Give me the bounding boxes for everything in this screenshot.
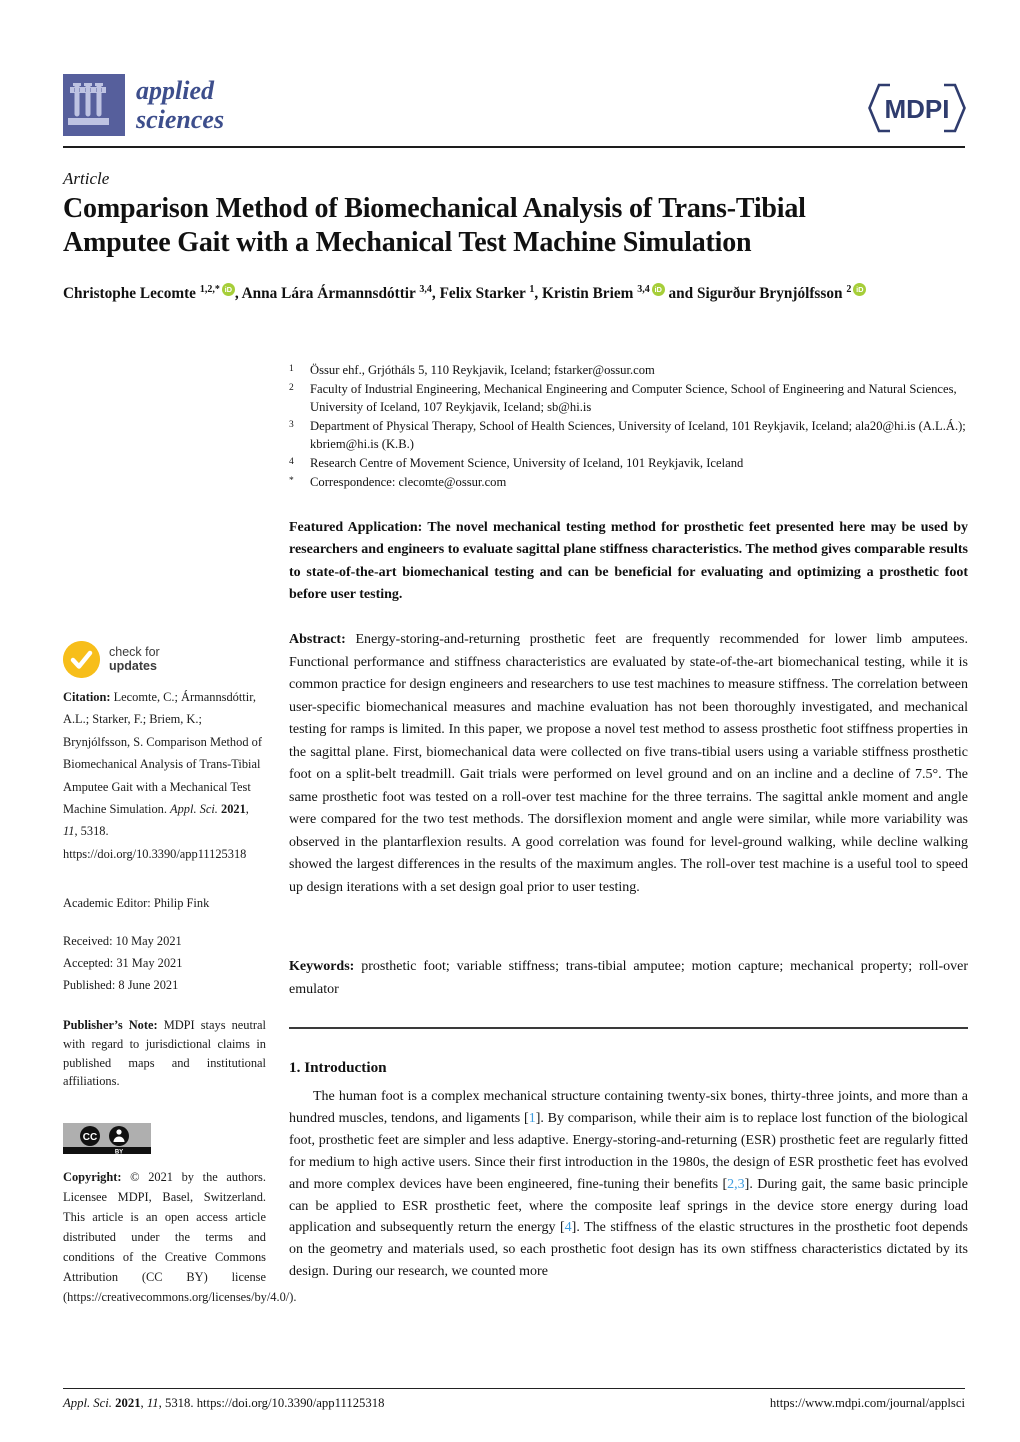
journal-name-line2: sciences	[136, 105, 225, 134]
affiliation-list	[289, 361, 968, 491]
reference-link[interactable]: 4	[564, 1220, 572, 1236]
mdpi-logo	[866, 80, 968, 136]
featured-application-label: Featured Application:	[289, 520, 423, 535]
abstract-label: Abstract:	[289, 632, 346, 647]
footer-doi-link[interactable]: , 5318. https://doi.org/10.3390/app11125318	[158, 1396, 385, 1410]
affiliation-item-correspondence: * Correspondence: clecomte@ossur.com	[289, 474, 507, 489]
journal-name-line1: applied	[136, 76, 214, 105]
citation-label: Citation:	[63, 690, 111, 704]
affiliation-item: 4 Research Centre of Movement Science, University of Iceland, 101 Reykjavik, Iceland	[289, 455, 744, 470]
page-footer	[63, 1396, 965, 1411]
applied-sciences-logo	[63, 74, 224, 136]
received-date: Received: 10 May 2021	[63, 934, 182, 948]
copyright-label: Copyright:	[63, 1170, 122, 1184]
author: Anna Lára Ármannsdóttir $^{3,4}$,	[241, 283, 440, 302]
author: Kristin Briem $^{3,4}$ iD and	[542, 283, 697, 302]
featured-application: Featured Application: The novel mechanical testing method for prosthetic feet presented here may be used by researchers and engineers to evaluate sagittal plane stiffness characteristics. The method gives comparable results to state-of-the-art biomechanical testing and can be beneficial for evaluating and optimizing a prosthetic foot before user testing.	[289, 520, 969, 603]
reference-link[interactable]: 1	[528, 1110, 536, 1126]
copyright-block: Copyright: © 2021 by the authors. Licensee MDPI, Basel, Switzerland. This article is an open access article distributed under the terms and conditions of the Creative Commons Attribution (CC BY) license (https://creativecommons.org/licenses/by/4.0/).	[63, 1170, 297, 1304]
affiliation-item: 1 Össur ehf., Grjótháls 5, 110 Reykjavik, Iceland; fstarker@ossur.com	[289, 363, 655, 377]
journal-name	[136, 74, 224, 134]
accepted-date: Accepted: 31 May 2021	[63, 956, 183, 971]
academic-editor: Academic Editor: Philip Fink	[63, 896, 210, 910]
author-list	[63, 281, 967, 306]
author: Sigurður Brynjólfsson $^2$ iD	[697, 285, 866, 302]
check-icon	[63, 641, 100, 678]
check-for-updates-badge[interactable]	[63, 641, 160, 678]
footer-journal-url[interactable]: https://www.mdpi.com/journal/applsci	[769, 1396, 965, 1410]
applied-sciences-logo-icon	[63, 74, 125, 136]
footer-citation: Appl. Sci. 2021, 11, 5318. https://doi.org/10.3390/app11125318	[63, 1396, 385, 1410]
author: Christophe Lecomte $^{1,2,*}$ iD ,	[63, 283, 242, 302]
cc-by-license-badge[interactable]	[63, 1123, 151, 1154]
orcid-icon[interactable]: iD	[652, 283, 665, 296]
citation-doi-link[interactable]: , 5318. https://doi.org/10.3390/app11125318	[63, 824, 247, 861]
keywords: Keywords: prosthetic foot; variable stiffness; trans-tibial amputee; motion capture; mechanical property; roll-over emulator	[289, 959, 969, 997]
mdpi-logo-text: MDPI	[884, 94, 950, 124]
article-dates	[63, 930, 266, 997]
by-label: BY	[114, 1149, 124, 1154]
orcid-icon[interactable]: iD	[853, 283, 866, 296]
footer-rule	[63, 1388, 965, 1389]
abstract: Abstract: Energy-storing-and-returning prosthetic feet are frequently recommended for lower limb amputees. Functional performance and stiffness characteristics are evaluated by state-of-the-art biomechanical testing, while it is common practice for design engineers and researchers to use test machines to measure stiffness. The correlation between user-specific biomechanical measures and machine evaluation has not been thoroughly investigated, and mechanical testing for ramps is limited. In this paper, we propose a novel test method to assess prosthetic foot stiffness properties in the sagittal plane. First, biomechanical data were collected on five trans-tibial users using a variable stiffness prosthetic foot on a split-belt treadmill. Gait trials were performed on level ground and on an incline and a decline of 7.5°. The same prosthetic foot was tested on a roll-over test machine for the three terrains. The sagittal ankle moment and angle were compared for the two test methods. The dorsiflexion moment and angle were similar, while more variability was observed in the plantarflexion results. A good correlation was found for level-ground walking, while decline walking showed the largest differences in the results of the maximum angles. The roll-over test machine is a useful tool to speed up design iterations with a set design goal prior to user testing.	[289, 632, 968, 896]
publishers-note-label: Publisher’s Note:	[63, 1018, 158, 1032]
published-date: Published: 8 June 2021	[63, 978, 179, 993]
affiliation-item: 3 Department of Physical Therapy, School of Health Sciences, University of Iceland, 101 Reykjavik, Iceland; ala20@hi.is (A.L.Á.); kbriem@hi.is (K.B.)	[289, 418, 966, 452]
article-type-label: Article	[63, 169, 110, 188]
orcid-icon[interactable]: iD	[222, 283, 235, 296]
publishers-note: Publisher’s Note: MDPI stays neutral with regard to jurisdictional claims in published maps and institutional affiliations.	[63, 1018, 266, 1089]
section-divider	[289, 1027, 968, 1029]
affiliation-item: 2 Faculty of Industrial Engineering, Mechanical Engineering and Computer Science, School of Engineering and Natural Sciences, University of Iceland, 107 Reykjavik, Iceland; sb@hi.is	[289, 381, 957, 415]
page-title	[63, 192, 975, 259]
citation-block: Citation: Lecomte, C.; Ármannsdóttir, A.L.; Starker, F.; Briem, K.; Brynjólfsson, S. Comparison Method of Biomechanical Analysis of Trans-Tibial Amputee Gait with a Mechanical Test Machine Simulation. Appl. Sci. 2021, 11, 5318. https://doi.org/10.3390/app11125318	[63, 690, 262, 861]
cc-icon: CC	[82, 1132, 98, 1143]
title-line2: Amputee Gait with a Mechanical Test Machine Simulation	[63, 226, 752, 258]
author: Felix Starker $^1$,	[439, 283, 543, 302]
introduction-paragraph: The human foot is a complex mechanical structure containing twenty-six bones, thirty-three joints, and more than a hundred muscles, tendons, and ligaments [1]. By comparison, while their aim is to replace lost function of the biological foot, prosthetic feet are simpler and less adaptive. Energy-storing-and-returning (ESR) prosthetic feet are regularly fitted for medium to high active users. Since their first introduction in the 1980s, the design of ESR prosthetic feet has evolved and more complex devices have been engineered, fine-tuning their benefits [2,3]. During gait, the same basic principle can be applied to ESR prosthetic feet, where the composite leaf springs in the device store energy during load application and subsequently return the energy [4]. The stiffness of the elastic structures in the prosthetic foot depends on the geometry and materials used, so each prosthetic foot design has its own stiffness characteristics dictated by its design. During our research, we counted more	[289, 1089, 969, 1280]
header-rule	[63, 146, 965, 148]
reference-link[interactable]: 2,3	[727, 1176, 745, 1192]
section-heading-introduction: 1. Introduction	[289, 1059, 387, 1076]
title-line1: Comparison Method of Biomechanical Analysis of Trans-Tibial	[63, 193, 806, 224]
check-for-updates-label: check for updates	[109, 645, 160, 673]
keywords-label: Keywords:	[289, 959, 355, 974]
